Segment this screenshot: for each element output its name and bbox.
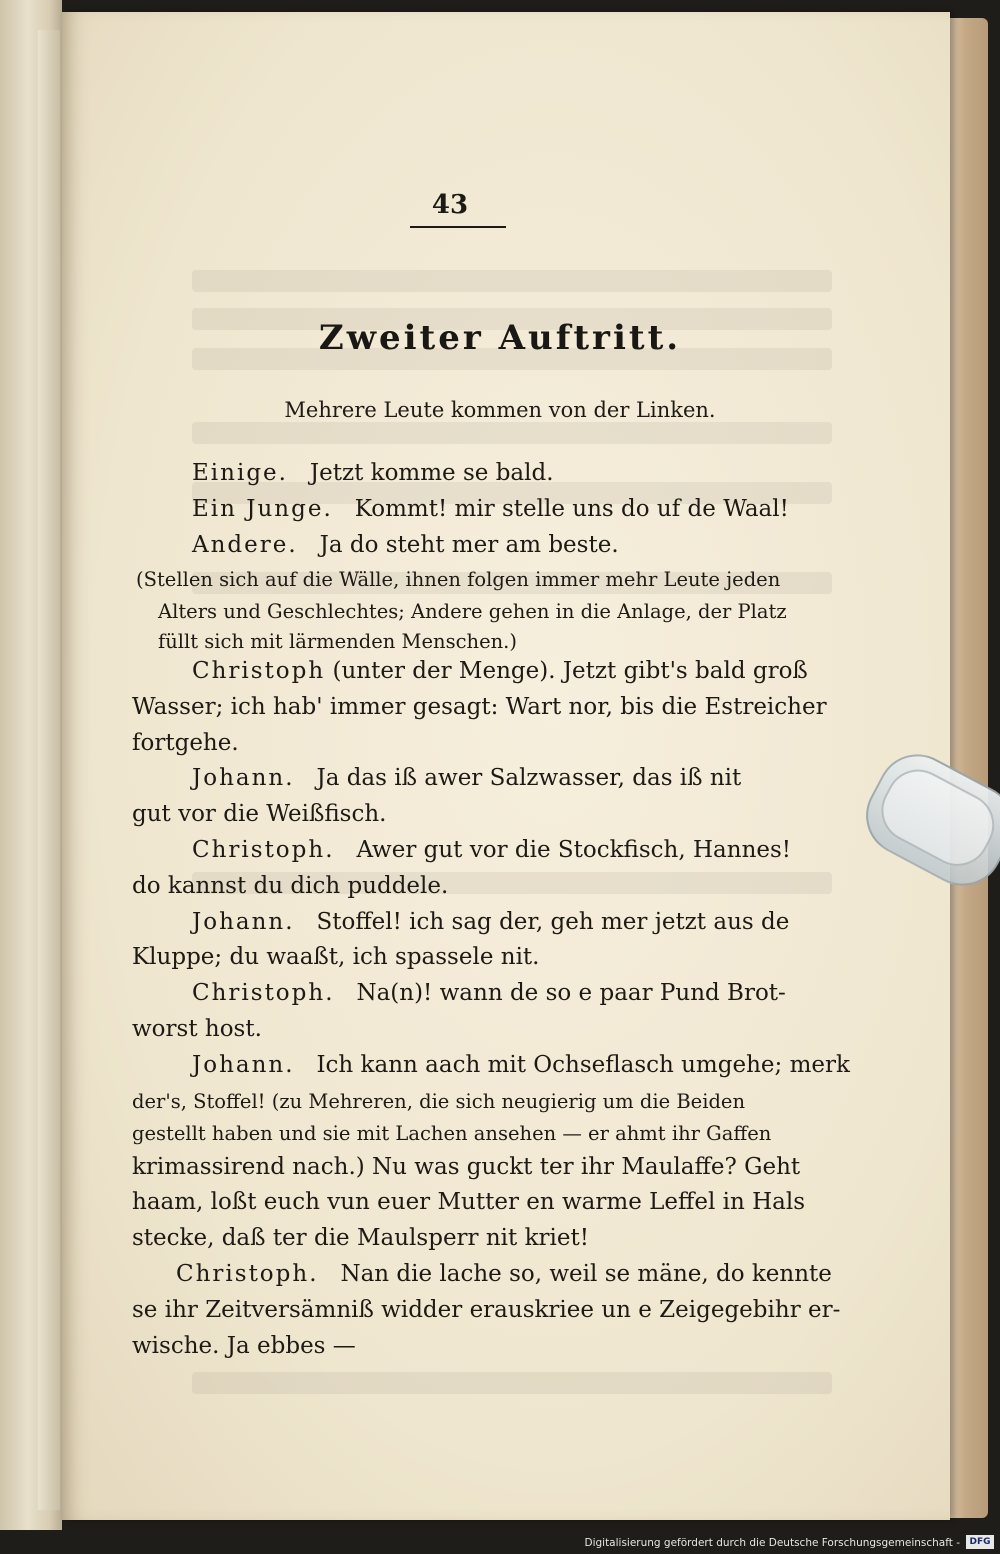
show-through: [192, 1372, 832, 1394]
dialogue-line: Johann. Ja das iß awer Salzwasser, das iß nit: [192, 765, 742, 791]
dialogue-line: Andere. Ja do steht mer am beste.: [192, 532, 619, 558]
dialogue-line: fortgehe.: [132, 730, 239, 756]
page-number: 43: [431, 190, 469, 220]
dialogue-line: wische. Ja ebbes —: [132, 1333, 356, 1359]
stage-direction: Mehrere Leute kommen von der Linken.: [284, 398, 716, 422]
digitization-credit: Digitalisierung gefördert durch die Deutsche Forschungsgemeinschaft -: [584, 1537, 960, 1549]
dialogue-line: gut vor die Weißfisch.: [132, 801, 387, 827]
dialogue-line: der's, Stoffel! (zu Mehreren, die sich neugierig um die Beiden: [132, 1090, 746, 1113]
dialogue-line: Johann. Stoffel! ich sag der, geh mer jetzt aus de: [192, 909, 790, 935]
scene-heading: Zweiter Auftritt.: [318, 318, 682, 358]
dialogue-line: haam, loßt euch vun euer Mutter en warme Leffel in Hals: [132, 1189, 806, 1215]
stage-direction-line: (Stellen sich auf die Wälle, ihnen folgen immer mehr Leute jeden: [136, 568, 781, 591]
stage-direction-line: Alters und Geschlechtes; Andere gehen in die Anlage, der Platz: [158, 600, 787, 623]
stage-direction-line: füllt sich mit lärmenden Menschen.): [158, 630, 517, 653]
dfg-logo: DFG: [966, 1535, 994, 1549]
dialogue-line: Ein Junge. Kommt! mir stelle uns do uf de Waal!: [192, 496, 789, 522]
dialogue-line: do kannst du dich puddele.: [132, 873, 449, 899]
dialogue-line: worst host.: [132, 1016, 262, 1042]
show-through: [192, 270, 832, 292]
dialogue-line: stecke, daß ter die Maulsperr nit kriet!: [132, 1225, 589, 1251]
dialogue-line: Christoph. Awer gut vor die Stockfisch, Hannes!: [192, 837, 792, 863]
dialogue-line: Christoph. Nan die lache so, weil se mäne, do kennte: [176, 1261, 832, 1287]
dialogue-line: gestellt haben und sie mit Lachen ansehen — er ahmt ihr Gaffen: [132, 1122, 772, 1145]
dialogue-line: Christoph. Na(n)! wann de so e paar Pund Brot-: [192, 980, 786, 1006]
dialogue-line: krimassirend nach.) Nu was guckt ter ihr Maulaffe? Geht: [132, 1154, 801, 1180]
dialogue-line: Wasser; ich hab' immer gesagt: Wart nor, bis die Estreicher: [132, 694, 827, 720]
page-number-rule: [410, 226, 506, 228]
page-gutter: [38, 30, 60, 1510]
dialogue-line: Christoph (unter der Menge). Jetzt gibt's bald groß: [192, 658, 808, 684]
dialogue-line: Einige. Jetzt komme se bald.: [192, 460, 554, 486]
show-through: [192, 422, 832, 444]
dialogue-line: se ihr Zeitversämniß widder erauskriee un e Zeigegebihr er-: [132, 1297, 841, 1323]
dialogue-line: Johann. Ich kann aach mit Ochseflasch umgehe; merk: [192, 1052, 850, 1078]
dialogue-line: Kluppe; du waaßt, ich spassele nit.: [132, 944, 540, 970]
